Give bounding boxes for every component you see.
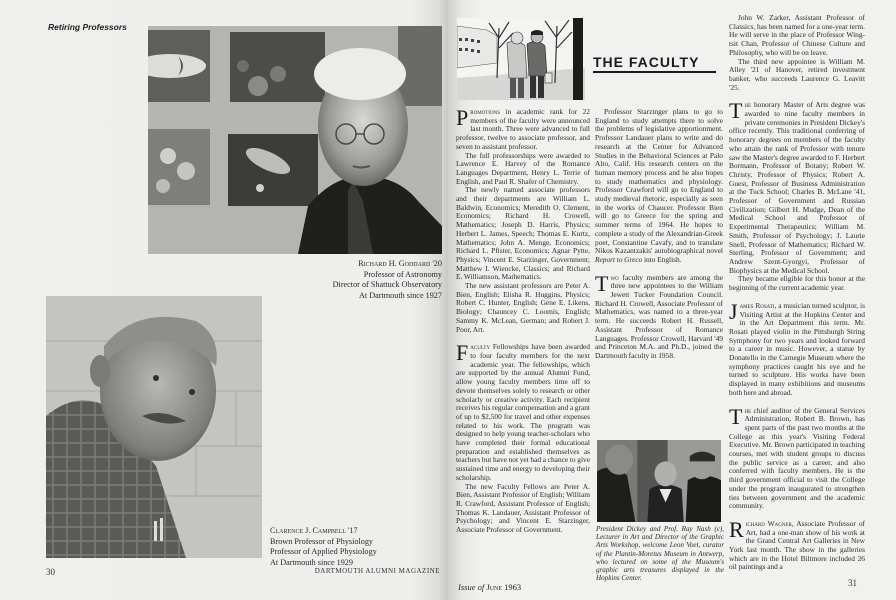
article-fellowships-p3	[595, 108, 723, 265]
section-title: THE FACULTY	[593, 54, 700, 70]
campbell-portrait-image	[46, 296, 262, 558]
issue-prefix: Issue of	[458, 582, 485, 592]
goddard-caption	[333, 259, 442, 301]
article-promotions-p2: The full professorships were awarded to Lawrence E. Harvey of the Romance Languages Department, Henry L. Terrie of English, and Paul R. Shafer of Chemistry.	[456, 150, 590, 186]
article-fellowships-p1	[456, 340, 590, 482]
article-column-3	[729, 14, 865, 572]
goddard-photo	[148, 26, 442, 254]
lead-in: romotions	[470, 107, 500, 116]
dropcap: T	[729, 403, 743, 429]
group-photo	[597, 440, 721, 522]
page-number: 30	[46, 567, 55, 577]
paragraph-text: chief auditor of the General Services Administration, Robert B. Brown, has spent parts of the past two months at the College as this year's Visiting Federal Executive. Mr. Brown participated in teaching courses, met with student groups to discuss the public service as a career, and also conferred with faculty members. He is the third government official to visit the College under the program inaugurated to strengthen ties between government and the academic community.	[729, 405, 865, 511]
article-tucker-p2: John W. Zarker, Assistant Professor of Classics, has been named for a one-year term. He will serve in the place of Professor Wing-tsit Chan, Professor of Chinese Culture and Philosophy, who will be on leave.	[729, 13, 865, 57]
lead-in: aculty	[470, 342, 491, 352]
article-promotions-p1	[456, 105, 590, 152]
paragraph-text: , Associate Professor of Art, had a one-man show of his work at the Grand Central Art Galleries in New York last month. The show in the galleries which are in the Hotel Biltmore included 26 oil paintings and a	[729, 518, 865, 572]
caption-line: Professor of Applied Physiology	[270, 547, 377, 556]
dropcap: F	[456, 340, 469, 366]
magazine-footer: DARTMOUTH ALUMNI MAGAZINE	[314, 567, 440, 575]
lead-in: ames Rosati	[739, 300, 775, 310]
lead-in: ichard Wagner	[745, 518, 792, 528]
caption-name: Clarence J. Campbell '17	[270, 526, 358, 535]
issue-year: 1963	[504, 582, 522, 592]
issue-line	[458, 582, 521, 592]
book-title: Report to Greco	[595, 254, 643, 264]
article-tucker-p3: The third new appointee is William M. Alley '21 of Hanover, retired investment banker, who succeeds Laurence G. Leavitt '25.	[729, 56, 865, 92]
article-honorary-p2: They became eligible for this honor at the beginning of the current academic year.	[729, 274, 865, 293]
paragraph-text: Professor Starzinger plans to go to England to study attempts there to solve the problems of legislative apportionment. Professor Landauer plans to write and do research at the Center for Advanced Studies in the Behavioral Sciences at Palo Alto, Calif. His research centers on the human memory process and he also hopes to study mathematics and physiology. Professor Crawford will go to England to study medieval rhetoric, especially as seen in the works of Chaucer. Professor Bien will go to Greece for the spring and summer terms of 1964. He hopes to complete a study of the Alexandrian-Greek poet, Constantine Cavafy, and to translate Nikos Kazantzakis' autobiographical novel	[595, 107, 723, 256]
paragraph-text: faculty members are among the three new appointees to the William Jewett Tucker Foundation Council. Richard H. Crowell, Associate Professor of Mathematics, was named to a three-year term. He succeeds Robert H. Russell, Assistant Professor of Romance Languages. Professor Crowell, Harvard '49 and Princeton M.A. and Ph.D., joined the Dartmouth faculty in 1958.	[595, 272, 723, 360]
dropcap: P	[456, 105, 469, 130]
campbell-photo	[46, 296, 262, 558]
paragraph-text: , a musician turned sculptor, is Visiting Artist at the Hopkins Center and in the Art Department this term. Mr. Rosati played violin in the Pittsburgh String Symphony for two years and looked forward to a career in music. However, a statue by Donatello in the Carnegie Museum where the symphony practices caught his eye and he turned to sculpture. His works have been displayed in many exhibitions and museums both here and abroad.	[729, 300, 865, 397]
caption-name: Richard H. Goddard '20	[358, 259, 442, 268]
caption-line: Brown Professor of Physiology	[270, 536, 374, 546]
lead-in: wo	[610, 272, 619, 282]
issue-month: June	[486, 582, 502, 592]
walking-men-illustration	[457, 18, 585, 100]
paragraph-text: in academic rank for 22 members of the faculty were announced last month. Three were advanced to full professor, twelve to associate professor, and seven to assistant professor.	[456, 107, 590, 151]
lead-in: he	[744, 405, 752, 415]
group-photo-caption: President Dickey and Prof. Ray Nash (c), Lecturer in Art and Director of the Graphic Arts Workshop, welcome Leon Voet, curator of the Plantin-Moretus Museum in Antwerp, who lectured on some of the Museum's graphic arts treasures displayed in the Hopkins Center.	[596, 525, 724, 583]
goddard-portrait-image	[148, 26, 442, 254]
page-number: 31	[848, 578, 857, 588]
group-photo-image	[597, 440, 721, 522]
article-brown-p1	[729, 403, 865, 511]
paragraph-text: honorary Master of Arts degree was awarded to nine faculty members in private ceremonies in President Dickey's office recently. This traditional conferring of honorary degrees on members of the faculty who attain the rank of Professor with tenure saw the Master's degree awarded to F. Herbert Bormann, Professor of Botany; Robert W. Christy, Professor of Physics; Robert A. Guest, Professor of Business Administration at the Tuck School; Charles B. McLane '41, Professor of Government and Russian Civilization; Gilbert H. Mudge, Dean of the Medical School and Professor of Experimental Therapeutics; William M. Smith, Professor of Psychology; J. Laurie Snell, Professor of Mathematics; Richard W. Sterling, Professor of Government; and Andrew Szent-Gyorgyi, Professor of Biophysics at the Medical School.	[729, 100, 865, 275]
paragraph-text: into English.	[642, 254, 682, 264]
dropcap: J	[729, 298, 738, 324]
caption-line: Director of Shattuck Observatory	[332, 280, 442, 289]
article-column-1	[456, 105, 590, 535]
title-rule	[593, 71, 716, 73]
paragraph-text: Fellowships have been awarded to four faculty members for the next academic year. The fellowships, which are supported by the annual Alumni Fund, allow young faculty members time off to devote themselves solely to research or other scholarly or creative activity. Each recipient receives his regular compensation and a grant of up to $2,500 for travel and other expenses related to his work. The program was designed to help young teacher-scholars who have completed their formal educational preparation and established themselves as teachers but have not yet had a chance to give sustained time and energy to developing their scholarship.	[456, 342, 590, 482]
caption-line: At Dartmouth since 1929	[270, 557, 353, 567]
article-tucker-p1	[595, 270, 723, 361]
article-promotions-p4: The new assistant professors are Peter A. Bien, English; Elisha R. Huggins, Physics; Robert C. Hunter, English; Gene E. Likens, Biology; Chauncey C. Loomis, English; Sammy K. McLean, German; and Robert J. Poor, Art.	[456, 281, 590, 334]
article-fellowships-p2: The new Faculty Fellows are Peter A. Bien, Assistant Professor of English; William R. Crawford, Assistant Professor of English; Thomas K. Landauer, Assistant Professor of Psychology; and Vincent E. Starzinger, Associate Professor of Government.	[456, 481, 590, 535]
lead-in: he	[744, 100, 752, 110]
article-rosati-p1	[729, 298, 865, 398]
caption-line: At Dartmouth since 1927	[359, 290, 442, 300]
section-label: Retiring Professors	[48, 22, 127, 32]
campbell-caption	[270, 526, 377, 568]
right-page	[448, 0, 896, 600]
article-promotions-p3: The newly named associate professors and their departments are William L. Baldwin, Economics; Meredith O. Clement, Economics; Richard H. Crowell, Mathematics; Joseph D. Harris, Physics; Herbert L. James, Speech; Thomas E. Kurtz, Mathematics; John A. Menge, Economics; Richard L. Pfister, Economics; Agnar Pytte, Physics; Vincent E. Starzinger, Government; Matthew I. Wiencke, Classics; and Richard E. Williamson, Mathematics.	[456, 185, 590, 282]
article-honorary-p1	[729, 98, 865, 275]
caption-line: Professor of Astronomy	[363, 269, 442, 279]
dropcap: R	[729, 516, 744, 542]
article-column-2	[595, 108, 723, 361]
campus-illustration	[457, 18, 585, 100]
dropcap: T	[729, 98, 743, 124]
article-wagner-p1	[729, 516, 865, 572]
dropcap: T	[595, 270, 609, 296]
